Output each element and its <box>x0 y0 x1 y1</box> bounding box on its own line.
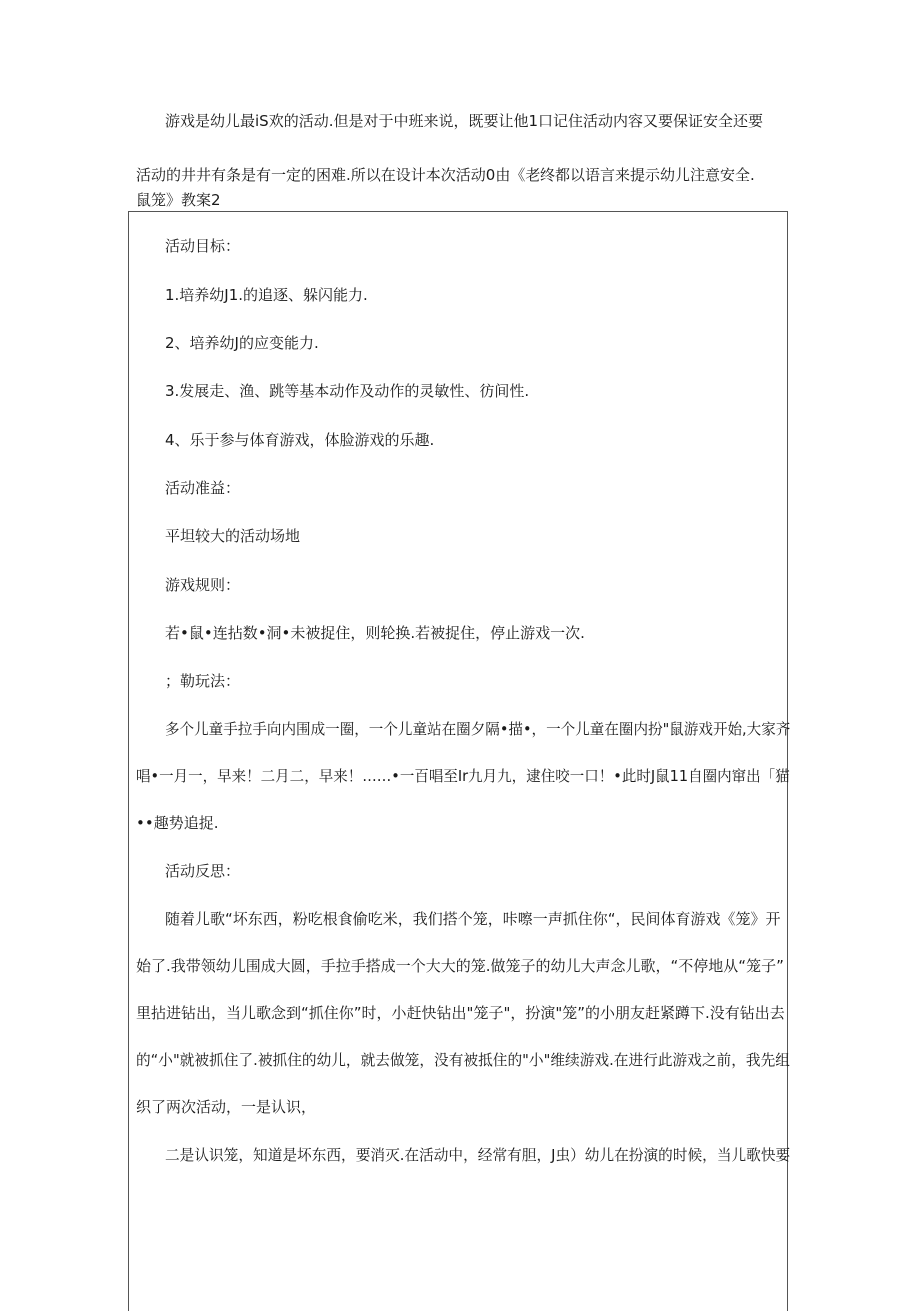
rules-heading: 游戏规则： <box>165 576 241 594</box>
goals-heading: 活动目标： <box>165 237 241 255</box>
prep-heading: 活动准益： <box>165 479 241 497</box>
play-line-2: 唱•一月一，早来！二月二，早来！……•一百唱至Ir九月九，逮住咬一口！•此时J鼠11自圈内窜出「猫 <box>136 767 790 785</box>
intro-line-2-left: 活动的井井有条是有一定的困难.所以在设计本次活动0由《老 <box>136 166 541 184</box>
reflect-line-1: 随着儿歌“坏东西，粉吃根食偷吃米，我们搭个笼，咔嚓一声抓住你“，民间体育游戏《笼》开 <box>165 910 781 928</box>
reflect-line-2: 始了.我带领幼儿围成大圆，手拉手搭成一个大大的笼.做笼子的幼儿大声念儿歌，“不停地从“笼子” <box>136 957 784 975</box>
reflect-line-3: 里拈进钻出，当儿歌念到“抓住你”时，小赶快钻出"笼子"，扮演"笼”的小朋友赶紧蹲下.没有钻出去 <box>136 1004 785 1022</box>
goal-item-2: 2、培养幼J的应变能力. <box>165 334 319 352</box>
intro-line-1: 游戏是幼儿最iS欢的活动.但是对于中班来说，既要让他1口记住活动内容又要保证安全还要 <box>165 112 764 130</box>
intro-line-3: 鼠笼》教案2 <box>136 191 221 209</box>
intro-line-2-right: 终都以语言来提示幼儿注意安全. <box>540 166 755 184</box>
goal-item-1: 1.培养幼J1.的追逐、躲闪能力. <box>165 286 368 304</box>
prep-text: 平坦较大的活动场地 <box>165 527 301 545</box>
reflect-line-6: 二是认识笼，知道是坏东西，要消灭.在活动中，经常有胆，J虫）幼儿在扮演的时候，当儿歌快要 <box>165 1146 791 1164</box>
goal-item-4: 4、乐于参与体育游戏，体脸游戏的乐趣. <box>165 431 435 449</box>
reflect-line-4: 的“小"就被抓住了.被抓住的幼儿，就去做笼，没有被抵住的"小"维续游戏.在进行此游戏之前，我先组 <box>136 1051 790 1069</box>
play-line-3: ••趣势追捉. <box>136 814 219 832</box>
play-heading: ；勒玩法： <box>165 672 241 690</box>
play-line-1: 多个儿童手拉手向内围成一圈，一个儿童站在圈夕隔•描•，一个儿童在圈内扮"鼠游戏开始,大家齐 <box>165 720 791 738</box>
rules-text: 若•鼠•连拈数•洞•未被捉住，则轮换.若被捉住，停止游戏一次. <box>165 624 585 642</box>
reflect-heading: 活动反思： <box>165 862 241 880</box>
reflect-line-5: 织了两次活动，一是认识， <box>136 1098 317 1116</box>
goal-item-3: 3.发展走、渔、跳等基本动作及动作的灵敏性、彷间性. <box>165 382 530 400</box>
